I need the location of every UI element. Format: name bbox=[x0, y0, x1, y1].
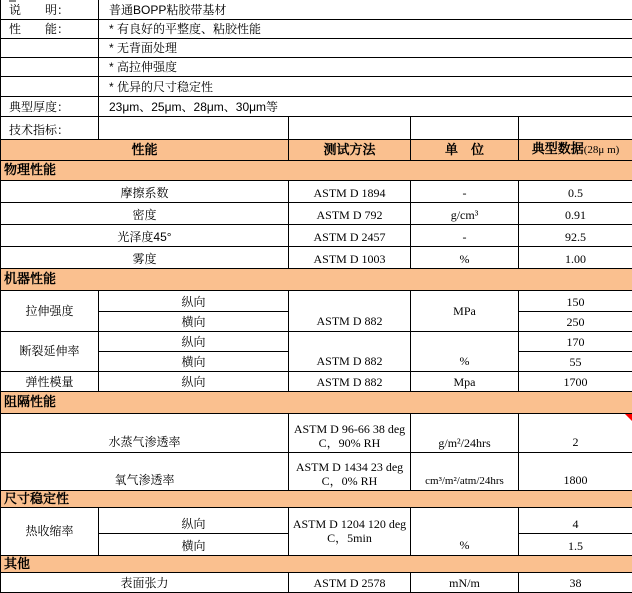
tech-index-label: 技术指标： bbox=[1, 116, 99, 139]
test-method: ASTM D 1434 23 deg C，0% RH bbox=[289, 452, 411, 490]
direction-md: 纵向 bbox=[99, 290, 289, 311]
section-title-barrier: 阻隔性能 bbox=[1, 391, 632, 413]
table-row-wvtr bbox=[1, 413, 632, 452]
property-name: 热收缩率 bbox=[1, 507, 99, 555]
table-row-shrinkage-md bbox=[1, 507, 632, 533]
table-row-friction bbox=[1, 180, 632, 202]
test-method: ASTM D 1204 120 deg C，5min bbox=[289, 507, 411, 555]
typical-value-td: 1.5 bbox=[519, 533, 632, 555]
unit: cm³/m²/atm/24hrs bbox=[411, 452, 519, 490]
unit: Mpa bbox=[411, 371, 519, 391]
empty-label bbox=[1, 57, 99, 76]
table-row-modulus bbox=[1, 371, 632, 391]
feature-value: * 优异的尺寸稳定性 bbox=[99, 76, 632, 96]
header-test-method: 测试方法 bbox=[289, 139, 411, 160]
table-row-elongation-md bbox=[1, 331, 632, 351]
table-row-haze bbox=[1, 246, 632, 268]
table-header-row bbox=[1, 139, 632, 160]
table-row-density bbox=[1, 202, 632, 224]
info-row-tech-index bbox=[1, 116, 632, 139]
section-title-mechanical: 机器性能 bbox=[1, 268, 632, 290]
test-method: ASTM D 792 bbox=[289, 202, 411, 224]
typical-value-md: 150 bbox=[519, 290, 632, 311]
typical-value: 0.5 bbox=[519, 180, 632, 202]
unit: % bbox=[411, 246, 519, 268]
info-row-feature-4 bbox=[1, 76, 632, 96]
table-row-tensile-md bbox=[1, 290, 632, 311]
test-method: ASTM D 2578 bbox=[289, 572, 411, 592]
typical-value-md: 4 bbox=[519, 507, 632, 533]
table-row-gloss bbox=[1, 224, 632, 246]
empty-cell bbox=[289, 116, 411, 139]
unit: MPa bbox=[411, 290, 519, 331]
direction-td: 横向 bbox=[99, 311, 289, 331]
property-name: 氧气渗透率 bbox=[1, 452, 289, 490]
property-name: 表面张力 bbox=[1, 572, 289, 592]
description-label: 说 明： bbox=[1, 0, 99, 19]
thickness-label: 典型厚度： bbox=[1, 96, 99, 116]
empty-label bbox=[1, 38, 99, 57]
typical-value: 1.00 bbox=[519, 246, 632, 268]
test-method: ASTM D 1003 bbox=[289, 246, 411, 268]
feature-value: * 无背面处理 bbox=[99, 38, 632, 57]
test-method: ASTM D 882 bbox=[289, 331, 411, 371]
feature-value: * 有良好的平整度、粘胶性能 bbox=[99, 19, 632, 38]
features-label: 性 能： bbox=[1, 19, 99, 38]
header-typical-title: 典型数据 bbox=[532, 141, 584, 156]
header-unit: 单 位 bbox=[411, 139, 519, 160]
typical-value-md: 170 bbox=[519, 331, 632, 351]
info-row-description bbox=[1, 0, 632, 19]
unit: mN/m bbox=[411, 572, 519, 592]
unit: - bbox=[411, 180, 519, 202]
table-row-surface-tension bbox=[1, 572, 632, 592]
info-row-feature-3 bbox=[1, 57, 632, 76]
direction-md: 纵向 bbox=[99, 331, 289, 351]
unit: % bbox=[411, 507, 519, 555]
typical-value-td: 55 bbox=[519, 351, 632, 371]
feature-value: * 高拉伸强度 bbox=[99, 57, 632, 76]
comment-indicator-icon[interactable] bbox=[625, 414, 632, 421]
header-typical-data bbox=[519, 139, 632, 160]
info-row-feature-1 bbox=[1, 19, 632, 38]
info-row-thickness bbox=[1, 96, 632, 116]
empty-cell bbox=[99, 116, 289, 139]
empty-cell bbox=[519, 116, 632, 139]
typical-value-td: 250 bbox=[519, 311, 632, 331]
unit: - bbox=[411, 224, 519, 246]
typical-value: 1800 bbox=[519, 452, 632, 490]
section-title-dimensional: 尺寸稳定性 bbox=[1, 490, 632, 507]
property-name: 雾度 bbox=[1, 246, 289, 268]
section-mechanical bbox=[1, 268, 632, 290]
thickness-value: 23μm、25μm、28μm、30μm等 bbox=[99, 96, 632, 116]
unit: % bbox=[411, 331, 519, 371]
property-name: 摩擦系数 bbox=[1, 180, 289, 202]
direction-td: 横向 bbox=[99, 533, 289, 555]
section-barrier bbox=[1, 391, 632, 413]
direction-md: 纵向 bbox=[99, 371, 289, 391]
section-dimensional bbox=[1, 490, 632, 507]
section-title-physical: 物理性能 bbox=[1, 160, 632, 180]
direction-md: 纵向 bbox=[99, 507, 289, 533]
property-name: 密度 bbox=[1, 202, 289, 224]
unit: g/cm³ bbox=[411, 202, 519, 224]
property-name: 光泽度45° bbox=[1, 224, 289, 246]
empty-cell bbox=[411, 116, 519, 139]
property-name: 拉伸强度 bbox=[1, 290, 99, 331]
header-property: 性能 bbox=[1, 139, 289, 160]
property-name: 弹性模量 bbox=[1, 371, 99, 391]
section-other bbox=[1, 555, 632, 572]
empty-label bbox=[1, 76, 99, 96]
table-row-otr bbox=[1, 452, 632, 490]
section-physical bbox=[1, 160, 632, 180]
info-row-feature-2 bbox=[1, 38, 632, 57]
unit: g/m²/24hrs bbox=[411, 413, 519, 452]
direction-td: 横向 bbox=[99, 351, 289, 371]
test-method: ASTM D 2457 bbox=[289, 224, 411, 246]
clipped-pixels-artifact bbox=[9, 0, 16, 2]
test-method: ASTM D 882 bbox=[289, 290, 411, 331]
description-value: 普通BOPP粘胶带基材 bbox=[99, 0, 632, 19]
header-typical-thickness-note: (28μ m) bbox=[584, 144, 620, 156]
typical-value: 38 bbox=[519, 572, 632, 592]
typical-value: 92.5 bbox=[519, 224, 632, 246]
test-method: ASTM D 882 bbox=[289, 371, 411, 391]
typical-value-text: 2 bbox=[573, 435, 579, 449]
property-name: 断裂延伸率 bbox=[1, 331, 99, 371]
property-name: 水蒸气渗透率 bbox=[1, 413, 289, 452]
test-method: ASTM D 96-66 38 deg C，90% RH bbox=[289, 413, 411, 452]
typical-value: 0.91 bbox=[519, 202, 632, 224]
section-title-other: 其他 bbox=[1, 555, 632, 572]
typical-value: 1700 bbox=[519, 371, 632, 391]
test-method: ASTM D 1894 bbox=[289, 180, 411, 202]
typical-value bbox=[519, 413, 632, 452]
